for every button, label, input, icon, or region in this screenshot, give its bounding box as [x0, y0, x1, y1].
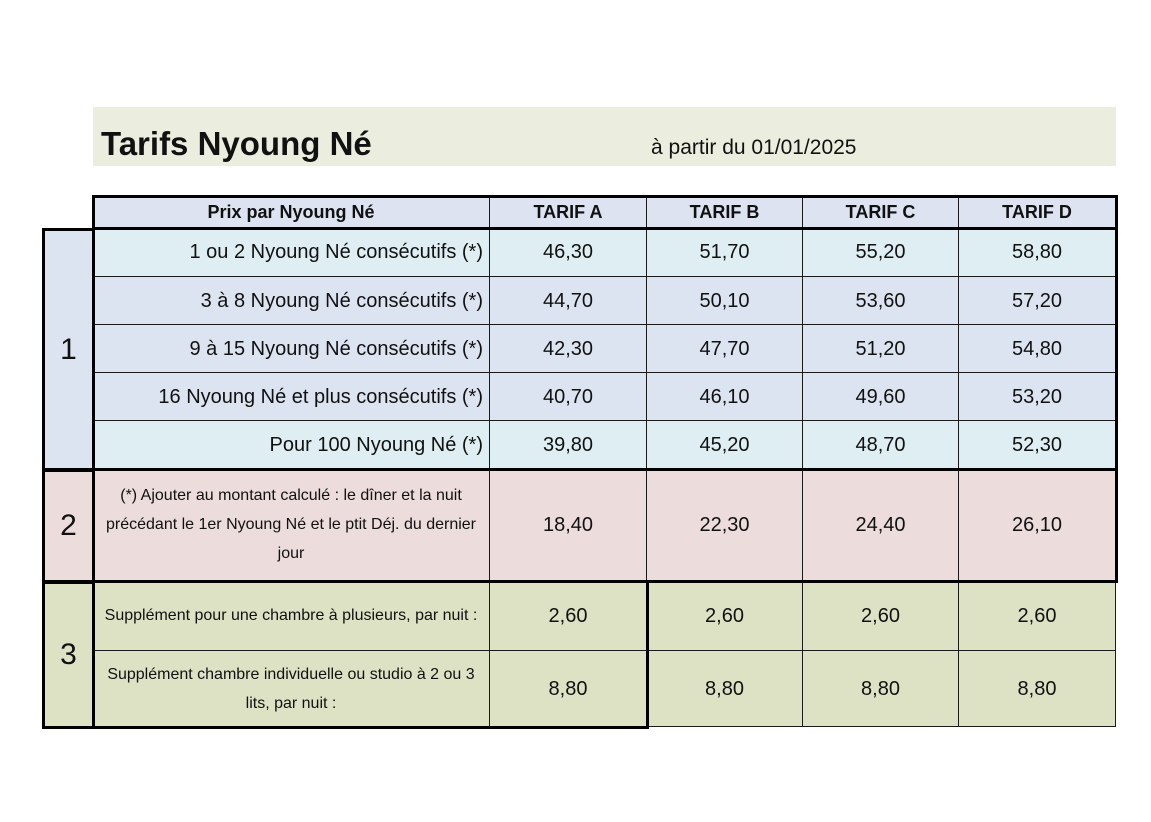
row-label: Supplément pour une chambre à plusieurs, par nuit : — [93, 581, 490, 651]
price-cell-tarif-d: 54,80 — [959, 325, 1116, 373]
page-title: Tarifs Nyoung Né — [101, 125, 372, 162]
price-cell-tarif-c: 2,60 — [803, 581, 959, 651]
group-number: 3 — [42, 581, 95, 729]
price-cell-tarif-b: 51,70 — [647, 228, 803, 277]
price-cell-tarif-d: 2,60 — [959, 581, 1116, 651]
row-label: 3 à 8 Nyoung Né consécutifs (*) — [93, 277, 490, 325]
row-label: 1 ou 2 Nyoung Né consécutifs (*) — [93, 228, 490, 277]
price-cell-tarif-b: 8,80 — [647, 651, 803, 727]
price-cell-tarif-d: 26,10 — [959, 469, 1116, 581]
row-label: 9 à 15 Nyoung Né consécutifs (*) — [93, 325, 490, 373]
column-header-tarif-b: TARIF B — [647, 196, 803, 228]
price-cell-tarif-b: 47,70 — [647, 325, 803, 373]
price-cell-tarif-a: 2,60 — [490, 581, 647, 651]
price-cell-tarif-d: 57,20 — [959, 277, 1116, 325]
effective-date: à partir du 01/01/2025 — [651, 136, 857, 159]
price-cell-tarif-c: 24,40 — [803, 469, 959, 581]
price-cell-tarif-d: 8,80 — [959, 651, 1116, 727]
price-cell-tarif-b: 50,10 — [647, 277, 803, 325]
price-cell-tarif-c: 8,80 — [803, 651, 959, 727]
row-label: 16 Nyoung Né et plus consécutifs (*) — [93, 373, 490, 421]
group-number: 1 — [42, 228, 95, 471]
price-cell-tarif-d: 58,80 — [959, 228, 1116, 277]
price-cell-tarif-c: 55,20 — [803, 228, 959, 277]
column-header-tarif-a: TARIF A — [490, 196, 647, 228]
price-cell-tarif-c: 48,70 — [803, 421, 959, 469]
price-cell-tarif-a: 39,80 — [490, 421, 647, 469]
row-label: Pour 100 Nyoung Né (*) — [93, 421, 490, 469]
row-label: (*) Ajouter au montant calculé : le dîner et la nuit précédant le 1er Nyoung Né et le ptit Déj. du dernier jour — [93, 469, 490, 581]
price-cell-tarif-c: 53,60 — [803, 277, 959, 325]
price-cell-tarif-d: 53,20 — [959, 373, 1116, 421]
price-cell-tarif-a: 40,70 — [490, 373, 647, 421]
price-cell-tarif-c: 51,20 — [803, 325, 959, 373]
column-header-label: Prix par Nyoung Né — [93, 196, 490, 228]
price-cell-tarif-d: 52,30 — [959, 421, 1116, 469]
price-cell-tarif-c: 49,60 — [803, 373, 959, 421]
row-label: Supplément chambre individuelle ou studio à 2 ou 3 lits, par nuit : — [93, 651, 490, 727]
price-cell-tarif-a: 46,30 — [490, 228, 647, 277]
column-header-tarif-c: TARIF C — [803, 196, 959, 228]
price-cell-tarif-b: 45,20 — [647, 421, 803, 469]
column-header-tarif-d: TARIF D — [959, 196, 1116, 228]
group-number: 2 — [42, 469, 95, 583]
price-cell-tarif-a: 8,80 — [490, 651, 647, 727]
price-cell-tarif-b: 46,10 — [647, 373, 803, 421]
price-cell-tarif-a: 42,30 — [490, 325, 647, 373]
price-cell-tarif-b: 2,60 — [647, 581, 803, 651]
price-cell-tarif-a: 44,70 — [490, 277, 647, 325]
price-cell-tarif-a: 18,40 — [490, 469, 647, 581]
price-cell-tarif-b: 22,30 — [647, 469, 803, 581]
